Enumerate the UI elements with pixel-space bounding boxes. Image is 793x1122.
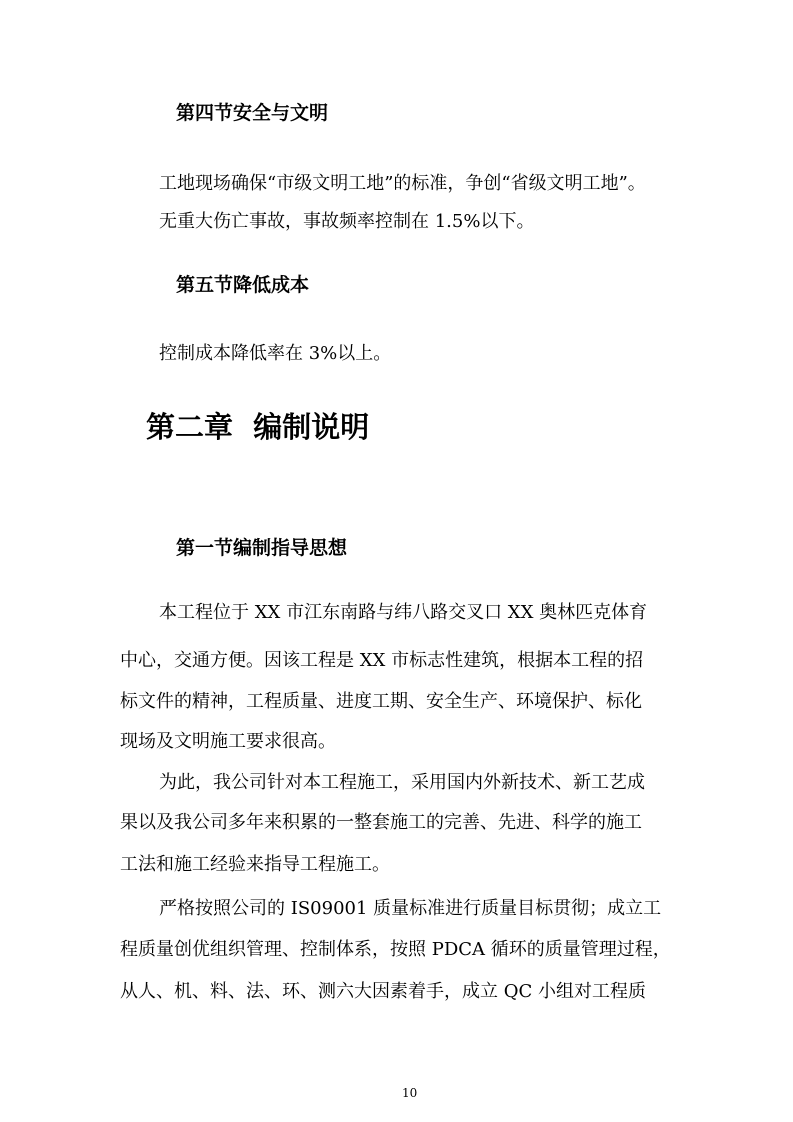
section-cost-line-1: 控制成本降低率在 3%以上。: [159, 343, 392, 364]
section-safety-line-1: 工地现场确保“市级文明工地”的标准，争创“省级文明工地”。: [159, 173, 646, 194]
paragraph-2-line-3: 工法和施工经验来指导工程施工。: [120, 854, 390, 875]
section-heading-cost: 第五节降低成本: [176, 274, 310, 296]
section-heading-guiding-ideas: 第一节编制指导思想: [176, 537, 348, 559]
paragraph-2-line-1: 为此，我公司针对本工程施工，采用国内外新技术、新工艺成: [159, 772, 645, 793]
section-heading-safety: 第四节安全与文明: [176, 102, 329, 124]
paragraph-1-line-4: 现场及文明施工要求很高。: [120, 731, 336, 752]
paragraph-1-line-1: 本工程位于 XX 市江东南路与纬八路交叉口 XX 奥林匹克体育: [159, 602, 648, 623]
paragraph-3-line-1: 严格按照公司的 IS09001 质量标准进行质量目标贯彻；成立工: [159, 898, 662, 919]
paragraph-1-line-3: 标文件的精神，工程质量、进度工期、安全生产、环境保护、标化: [120, 691, 642, 712]
page-number: 10: [402, 1086, 418, 1100]
paragraph-3-line-3: 从人、机、料、法、环、测六大因素着手，成立 QC 小组对工程质: [120, 981, 646, 1002]
section-safety-line-2: 无重大伤亡事故，事故频率控制在 1.5%以下。: [159, 211, 535, 232]
paragraph-3-line-2: 程质量创优组织管理、控制体系，按照 PDCA 循环的质量管理过程，: [120, 939, 671, 960]
paragraph-2-line-2: 果以及我公司多年来积累的一整套施工的完善、先进、科学的施工: [120, 812, 642, 833]
paragraph-1-line-2: 中心，交通方便。因该工程是 XX 市标志性建筑，根据本工程的招: [120, 650, 644, 671]
chapter-title: 第二章 编制说明: [146, 410, 370, 444]
